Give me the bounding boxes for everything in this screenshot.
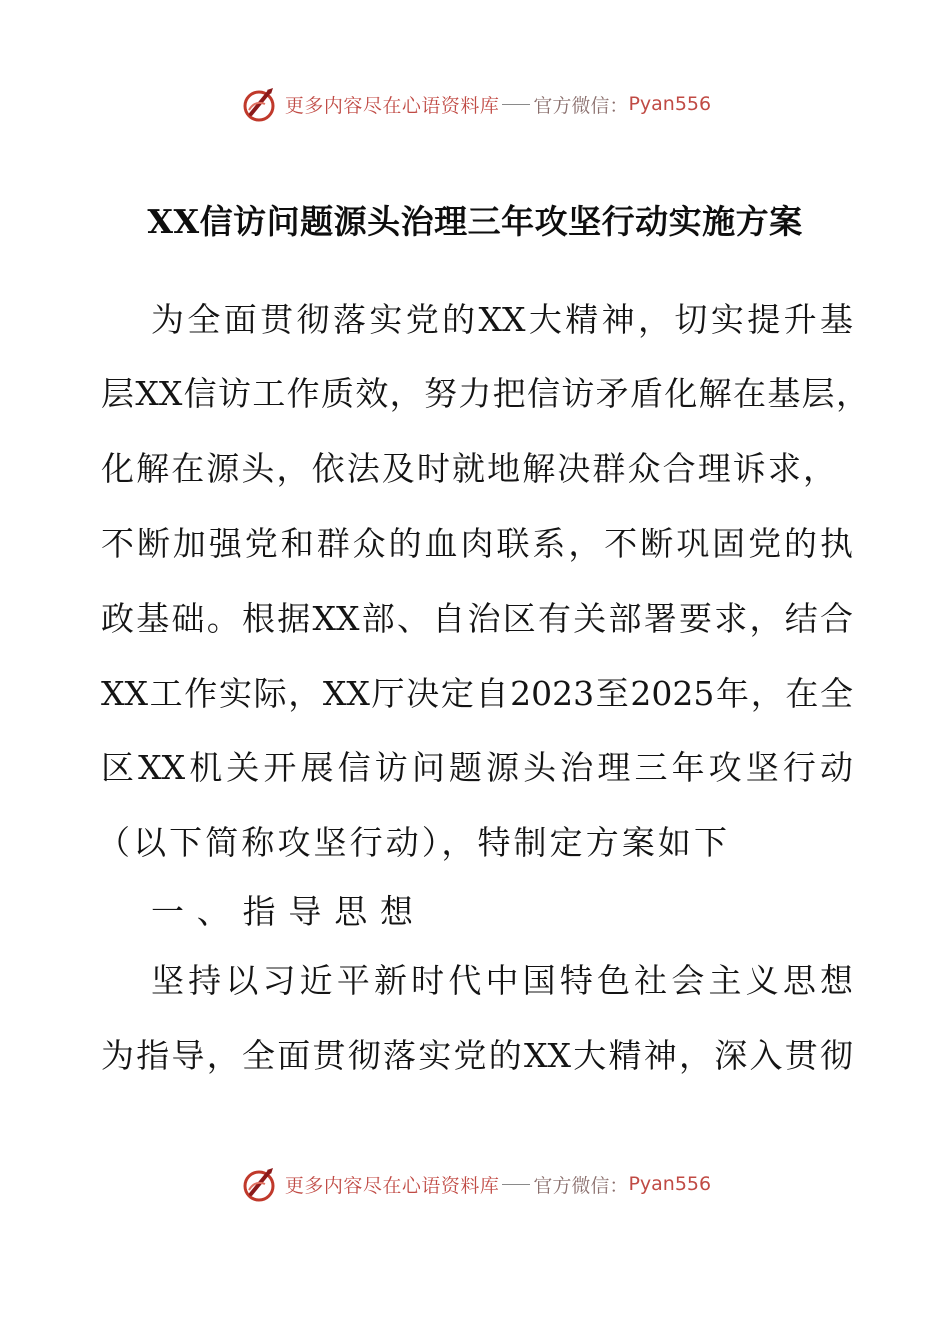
paragraph-line: 不断加强党和群众的血肉联系，不断巩固党的执 — [101, 524, 853, 563]
watermark-footer — [0, 1160, 950, 1208]
paragraph-line: 为全面贯彻落实党的XX大精神，切实提升基 — [151, 300, 853, 339]
pen-logo-icon — [239, 84, 279, 124]
watermark-site-text: 更多内容尽在心语资料库 — [284, 1174, 500, 1197]
document-title: XX信访问题源头治理三年攻坚行动实施方案 — [147, 202, 803, 241]
paragraph-line: 坚持以习近平新时代中国特色社会主义思想 — [151, 961, 853, 1000]
pen-logo-icon — [239, 1164, 279, 1204]
watermark-account: Pyan556 — [628, 1173, 712, 1195]
watermark-official-label: 官方微信： — [533, 1174, 629, 1197]
paragraph-line: 层XX信访工作质效，努力把信访矛盾化解在基层， — [101, 374, 869, 413]
watermark-account: Pyan556 — [628, 93, 712, 115]
watermark-site-text: 更多内容尽在心语资料库 — [284, 94, 500, 117]
paragraph-line: XX工作实际，XX厅决定自2023至2025年，在全 — [101, 674, 853, 713]
paragraph-line: （以下简称攻坚行动），特制定方案如下 — [97, 823, 727, 862]
watermark-official-label: 官方微信： — [533, 94, 629, 117]
watermark-header — [0, 80, 950, 128]
watermark-dash — [502, 104, 530, 105]
paragraph-line: 为指导，全面贯彻落实党的XX大精神，深入贯彻 — [101, 1036, 853, 1075]
watermark-dash — [502, 1184, 530, 1185]
section-heading: 一、指导思想 — [151, 892, 413, 931]
paragraph-line: 政基础。根据XX部、自治区有关部署要求，结合 — [101, 599, 853, 638]
paragraph-line: 区XX机关开展信访问题源头治理三年攻坚行动 — [101, 748, 853, 787]
paragraph-line: 化解在源头，依法及时就地解决群众合理诉求， — [101, 449, 836, 488]
